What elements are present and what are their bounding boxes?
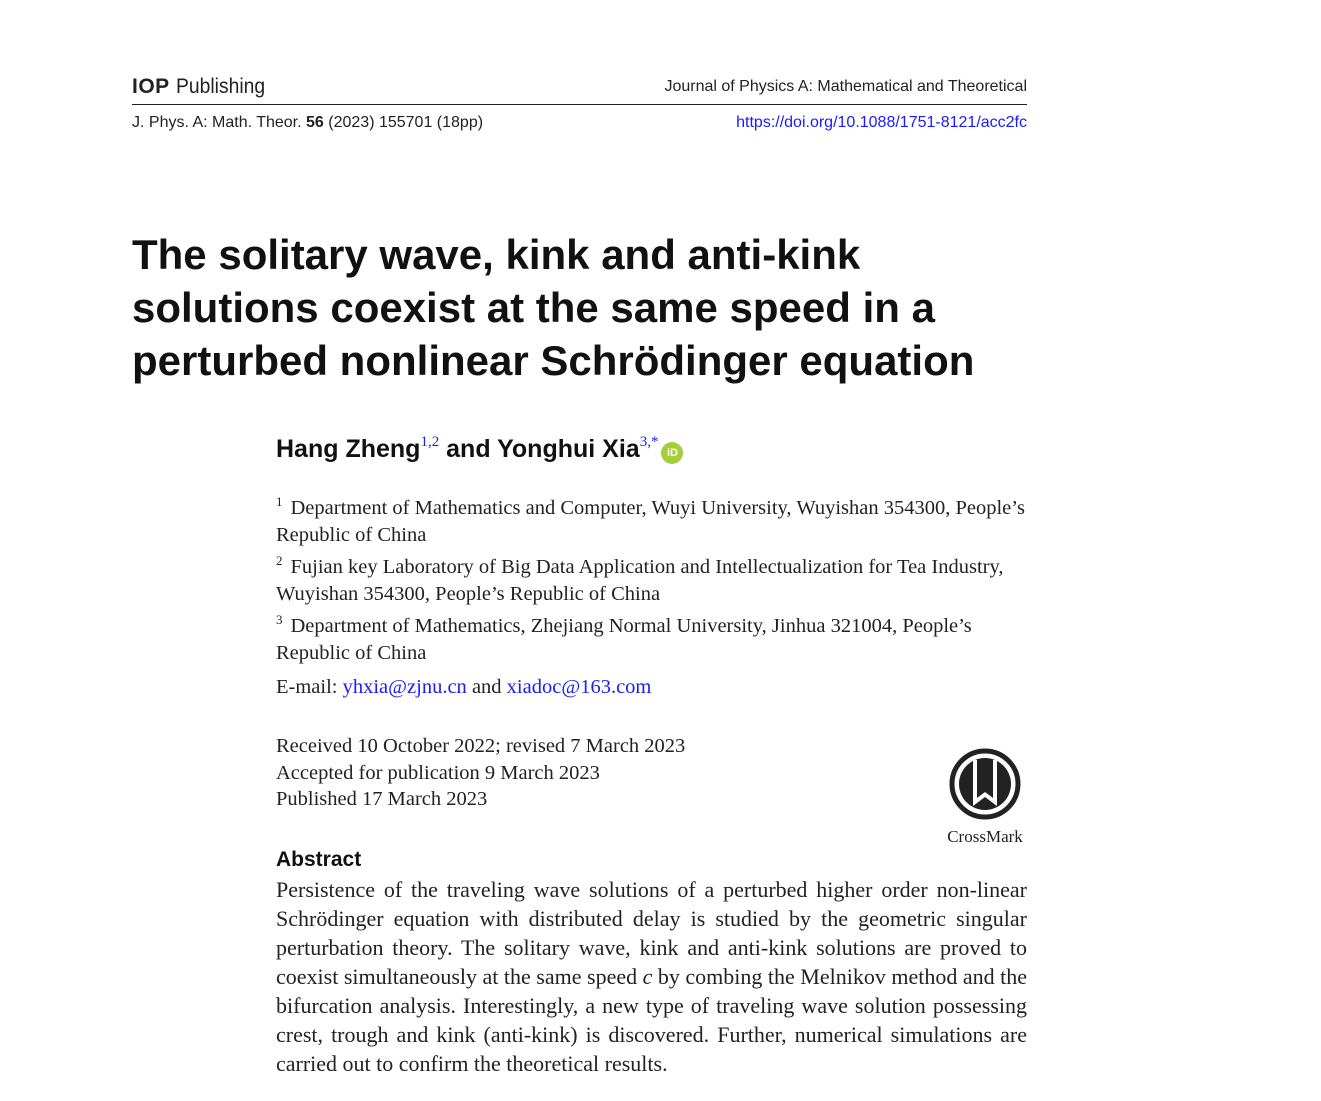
author-name: Hang Zheng (276, 435, 421, 463)
email-conjunction: and (471, 676, 502, 698)
affiliation-item (276, 607, 1036, 666)
affiliation-text: Department of Mathematics, Zhejiang Normal University, Jinhua 321004, People’s Republic of China (276, 615, 972, 664)
accepted-date: Accepted for publication 9 March 2023 (276, 761, 600, 784)
crossmark-icon[interactable] (949, 748, 1021, 820)
email-link[interactable]: xiadoc@163.com (506, 676, 652, 698)
email-label: E-mail: (276, 676, 338, 698)
doi-link[interactable]: https://doi.org/10.1088/1751-8121/acc2fc (736, 114, 1027, 131)
abstract-variable: c (642, 964, 653, 989)
affiliation-number: 1 (276, 494, 283, 509)
abstract-text-part: Persistence of the traveling wave solutions of a perturbed higher order non-linear Schrödinger equation with distributed delay is studied by the geometric singular perturbation theory. The solitary wave, kink and anti-kink solutions are proved to coexist simultaneously at the same speed (276, 877, 1027, 989)
journal-name: Journal of Physics A: Mathematical and Theoretical (664, 78, 1027, 95)
publisher-logo-text: Publishing (175, 75, 265, 98)
citation-volume: 56 (306, 114, 324, 131)
affiliation-list (276, 489, 1036, 667)
abstract-text (276, 875, 1027, 1078)
citation-details: (2023) 155701 (18pp) (328, 114, 484, 131)
email-line (276, 676, 651, 699)
citation-line (132, 114, 483, 132)
paper-title: The solitary wave, kink and anti-kink solutions coexist at the same speed in a perturbed nonlinear Schrödinger equation (132, 231, 975, 384)
crossmark-label: CrossMark (947, 827, 1023, 846)
publication-dates (276, 733, 685, 813)
author-affiliation-ref[interactable]: 3,* (639, 434, 659, 450)
affiliation-item (276, 489, 1036, 548)
orcid-icon[interactable]: iD (661, 442, 683, 464)
affiliation-number: 2 (276, 553, 283, 569)
affiliation-item (276, 548, 1036, 607)
email-link[interactable]: yhxia@zjnu.cn (342, 676, 467, 698)
author-conjunction: and (446, 435, 491, 463)
affiliation-text: Fujian key Laboratory of Big Data Application and Intellectualization for Tea Industry, Wuyishan 354300, People’s Republic of China (276, 556, 1004, 605)
abstract-heading: Abstract (276, 848, 362, 871)
journal-header (132, 74, 1027, 105)
author-affiliation-ref[interactable]: 1,2 (420, 434, 440, 450)
crossmark-badge[interactable] (940, 748, 1030, 847)
affiliation-number: 3 (276, 612, 283, 628)
publisher-logo (132, 74, 272, 100)
received-date: Received 10 October 2022; revised 7 March 2023 (276, 735, 686, 757)
citation-journal: J. Phys. A: Math. Theor. (132, 114, 302, 131)
abstract-text-part: by combing the Melnikov method and the bifurcation analysis. Interestingly, a new type of traveling wave solution possessing crest, trough and kink (anti-kink) is discovered. Further, numerical simulations are carried out to confirm the theoretical results. (276, 964, 1027, 1076)
publisher-logo-bold: IOP (132, 75, 170, 98)
author-name: Yonghui Xia (497, 435, 640, 463)
affiliation-text: Department of Mathematics and Computer, Wuyi University, Wuyishan 354300, People’s Republic of China (276, 497, 1025, 546)
published-date: Published 17 March 2023 (276, 788, 488, 811)
author-list (276, 434, 683, 464)
